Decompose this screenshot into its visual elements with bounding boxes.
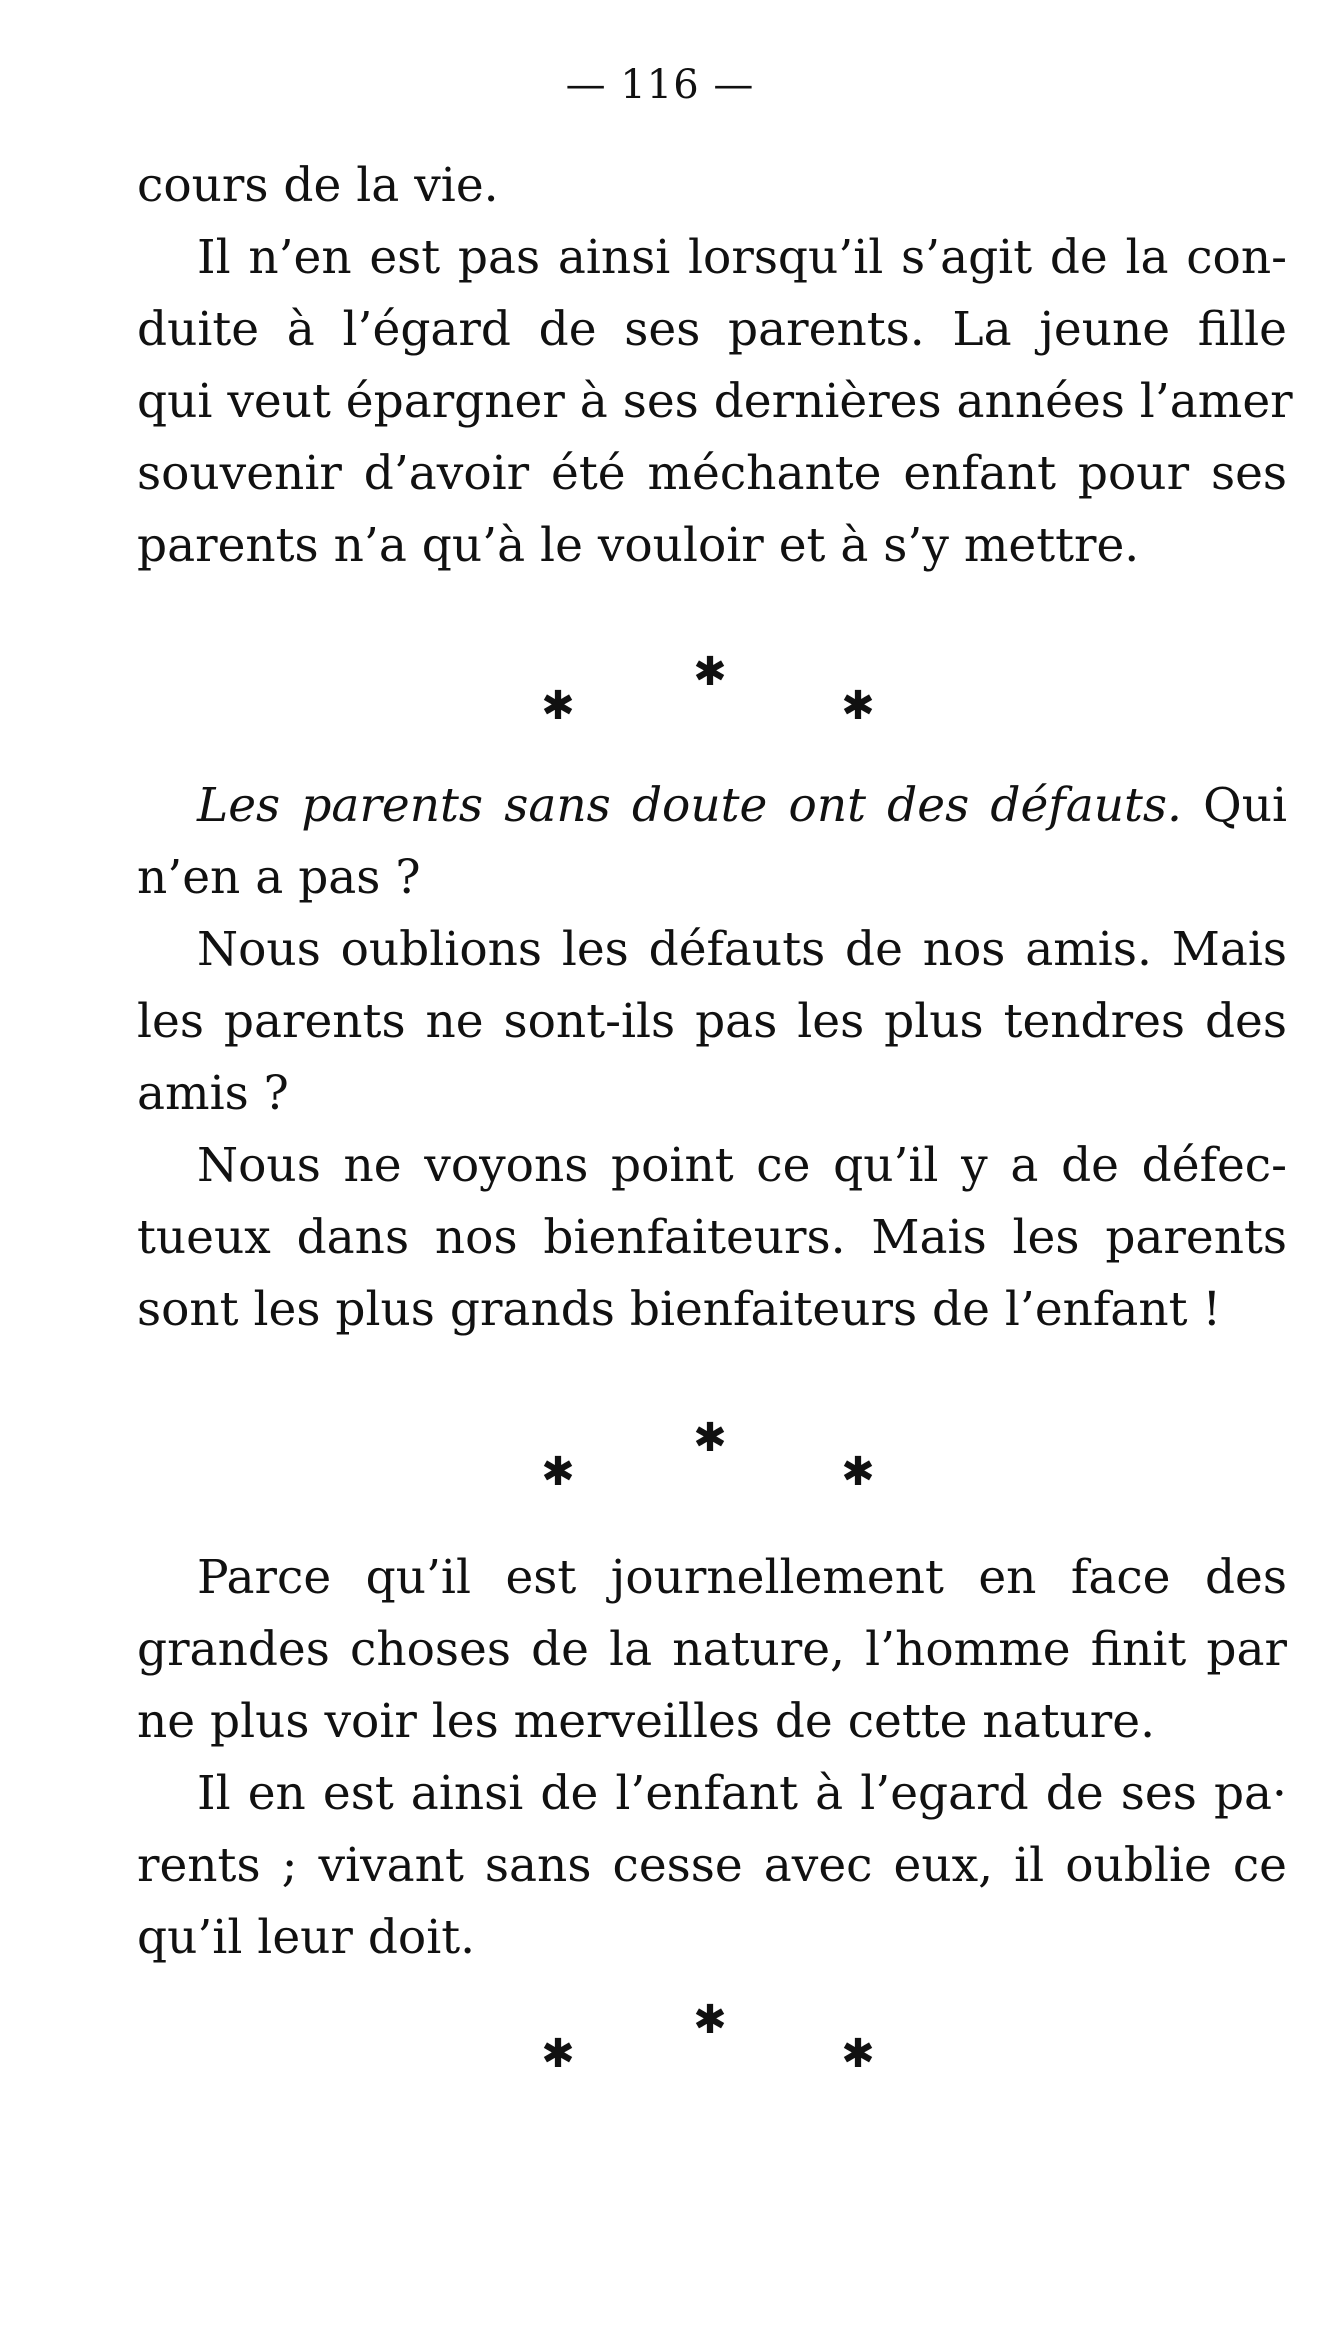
asterisk-ornament: ✱: [841, 683, 875, 729]
text-line: Parce qu’il est journellement en face des: [197, 1550, 1287, 1605]
asterisk-ornament: ✱: [841, 2031, 875, 2077]
text-line: les parents ne sont-ils pas les plus tendres des: [137, 994, 1287, 1049]
text-line: Nous oublions les défauts de nos amis. Mais: [197, 922, 1287, 977]
text-line: duite à l’égard de ses parents. La jeune fille: [137, 302, 1287, 357]
italic-text: Les parents sans doute ont des défauts.: [197, 778, 1182, 833]
text-line: qui veut épargner à ses dernières années l’amer: [137, 374, 1293, 429]
text-line: sont les plus grands bienfaiteurs de l’enfant !: [137, 1282, 1222, 1337]
text-line: tueux dans nos bienfaiteurs. Mais les parents: [137, 1210, 1287, 1265]
text-line: parents n’a qu’à le vouloir et à s’y mettre.: [137, 518, 1140, 573]
text-fragment: Qui: [1203, 778, 1287, 833]
asterism-separator: [0, 1415, 1320, 1498]
text-line: Il n’en est pas ainsi lorsqu’il s’agit de la con-: [197, 230, 1287, 285]
text-line: [137, 770, 1287, 842]
text-section-3: [137, 1542, 1287, 1974]
text-section-2: [137, 770, 1287, 1346]
asterisk-ornament: ✱: [693, 1997, 727, 2043]
asterisk-ornament: ✱: [541, 2031, 575, 2077]
text-line: Nous ne voyons point ce qu’il y a de défec-: [197, 1138, 1287, 1193]
text-line: grandes choses de la nature, l’homme finit par: [137, 1622, 1287, 1677]
text-line: ne plus voir les merveilles de cette nature.: [137, 1694, 1156, 1749]
asterisk-ornament: ✱: [693, 649, 727, 695]
text-line: rents ; vivant sans cesse avec eux, il oublie ce: [137, 1838, 1287, 1893]
page-number: — 116 —: [565, 62, 755, 108]
asterisk-ornament: ✱: [693, 1415, 727, 1461]
asterism-separator: [0, 1997, 1320, 2080]
asterisk-ornament: ✱: [541, 1449, 575, 1495]
text-line: cours de la vie.: [137, 158, 499, 213]
text-section-1: [137, 150, 1293, 582]
asterisk-ornament: ✱: [841, 1449, 875, 1495]
asterisk-ornament: ✱: [541, 683, 575, 729]
asterism-separator: [0, 649, 1320, 732]
text-line: qu’il leur doit.: [137, 1910, 476, 1965]
text-line: n’en a pas ?: [137, 850, 421, 905]
text-line: Il en est ainsi de l’enfant à l’egard de ses pa·: [197, 1766, 1287, 1821]
text-line: souvenir d’avoir été méchante enfant pour ses: [137, 446, 1287, 501]
text-line: amis ?: [137, 1066, 289, 1121]
